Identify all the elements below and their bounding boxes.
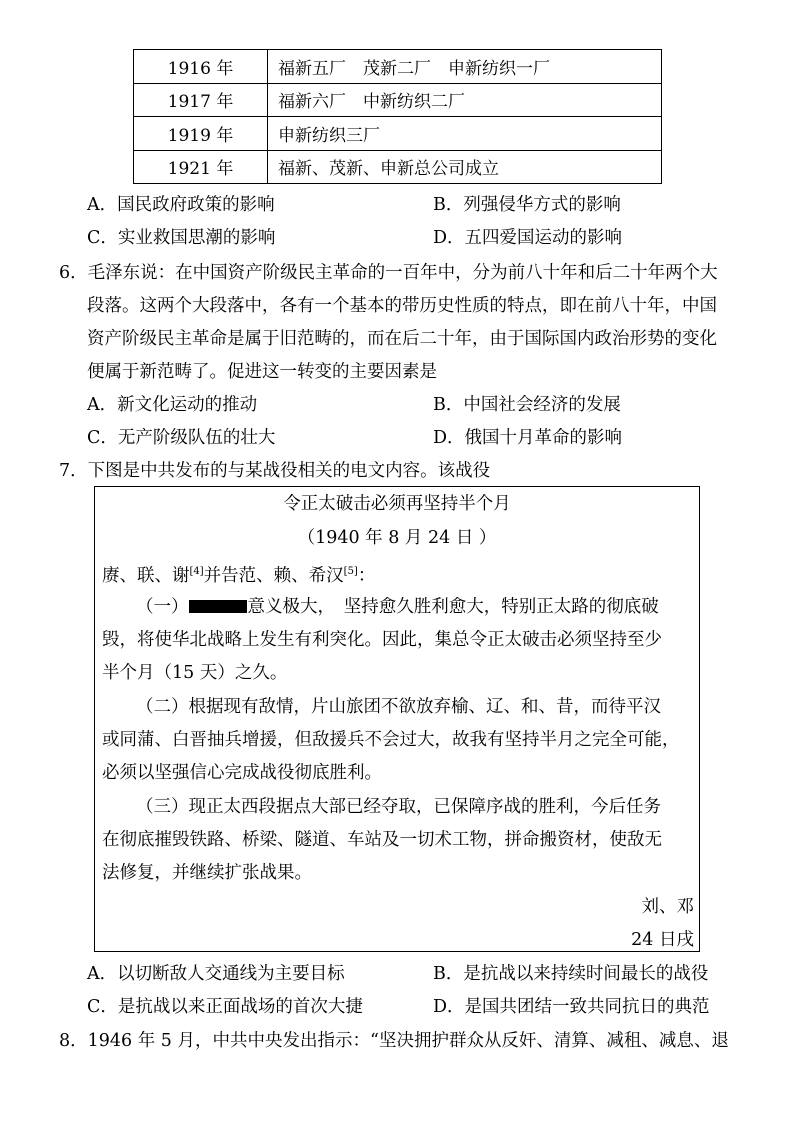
- table-factories: 福新六厂 中新纺织二厂: [268, 83, 662, 117]
- q5-option-a: A．国民政府政策的影响: [87, 195, 275, 215]
- footnote-5: [5]: [343, 566, 358, 577]
- q6-stem-line: 便属于新范畴了。促进这一转变的主要因素是: [87, 362, 437, 382]
- table-factories: 申新纺织三厂: [268, 117, 662, 151]
- telegram-date: （1940 年 8 月 24 日 ）: [297, 528, 497, 548]
- q7-stem: 7．下图是中共发布的与某战役相关的电文内容。该战役: [59, 461, 491, 481]
- q6-stem-line: 段落。这两个大段落中，各有一个基本的带历史性质的特点，即在前八十年，中国: [87, 296, 717, 316]
- q5-option-c: C．实业救国思潮的影响: [87, 228, 276, 248]
- table-row: [134, 50, 662, 84]
- recipients-b: 并告范、赖、希汉: [203, 565, 344, 586]
- q8-stem: 8．1946 年 5 月，中共中央发出指示：“坚决拥护群众从反奸、清算、减租、减息、退: [59, 1031, 729, 1051]
- q6-option-d: D．俄国十月革命的影响: [433, 428, 623, 448]
- table-factories: 福新五厂 茂新二厂 申新纺织一厂: [268, 50, 662, 84]
- factory-table: [133, 49, 662, 184]
- q5-option-b: B．列强侵华方式的影响: [433, 195, 621, 215]
- q6-option-a: A．新文化运动的推动: [87, 395, 258, 415]
- telegram-line: （二）根据现有敌情，片山旅团不欲放弃榆、辽、和、昔，而待平汉: [136, 697, 661, 717]
- q7-option-a: A．以切断敌人交通线为主要目标: [87, 964, 345, 984]
- p1-text: 意义极大， 坚持愈久胜利愈大，特别正太路的彻底破: [247, 597, 659, 617]
- telegram-line: （三）现正太西段据点大部已经夺取，已保障序战的胜利，今后任务: [136, 797, 661, 817]
- table-factories: 福新、茂新、申新总公司成立: [268, 150, 662, 184]
- telegram-signature: 刘、邓: [641, 897, 694, 917]
- telegram-sign-date: 24 日戌: [631, 930, 694, 950]
- q6-stem-line: 资产阶级民主革命是属于旧范畴的，而在后二十年，由于国际国内政治形势的变化: [87, 329, 717, 349]
- telegram-title: 令正太破击必须再坚持半个月: [283, 494, 511, 514]
- telegram-p1: [136, 596, 659, 618]
- table-year: 1921 年: [134, 150, 268, 184]
- q6-option-c: C．无产阶级队伍的壮大: [87, 428, 276, 448]
- telegram-line: 毁，将使华北战略上发生有利突化。因此，集总令正太破击必须坚持至少: [102, 630, 662, 650]
- q6-stem-line: 6．毛泽东说：在中国资产阶级民主革命的一百年中，分为前八十年和后二十年两个大: [59, 263, 718, 283]
- telegram-line: 或同蒲、白晋抽兵增援，但敌援兵不会过大，故我有坚持半月之完全可能，: [102, 730, 680, 750]
- table-row: [134, 117, 662, 151]
- recipients-a: 赓、联、谢: [102, 565, 190, 586]
- telegram-line: 必须以坚强信心完成战役彻底胜利。: [102, 763, 382, 783]
- table-row: [134, 83, 662, 117]
- table-year: 1917 年: [134, 83, 268, 117]
- q7-option-d: D．是国共团结一致共同抗日的典范: [433, 997, 710, 1017]
- redaction-bar: [189, 600, 247, 613]
- recipients-c: ：: [357, 565, 376, 586]
- telegram-line: 半个月（15 天）之久。: [102, 663, 288, 683]
- q6-option-b: B．中国社会经济的发展: [433, 395, 621, 415]
- table-year: 1919 年: [134, 117, 268, 151]
- q5-option-d: D．五四爱国运动的影响: [433, 228, 623, 248]
- table-row: [134, 150, 662, 184]
- telegram-line: 在彻底摧毁铁路、桥梁、隧道、车站及一切术工物，拼命搬资材，使敌无: [102, 830, 662, 850]
- telegram-recipients: [102, 561, 375, 587]
- p1-start: （一）: [136, 597, 189, 617]
- q7-option-b: B．是抗战以来持续时间最长的战役: [433, 964, 709, 984]
- telegram-line: 法修复，并继续扩张战果。: [102, 863, 312, 883]
- footnote-4: [4]: [189, 566, 204, 577]
- table-year: 1916 年: [134, 50, 268, 84]
- q7-option-c: C．是抗战以来正面战场的首次大捷: [87, 997, 363, 1017]
